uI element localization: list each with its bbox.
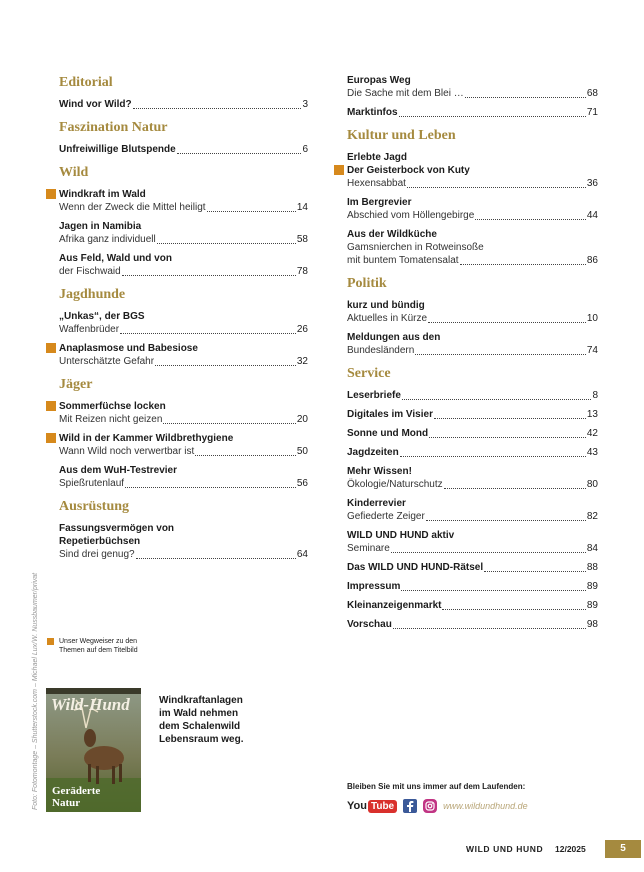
toc-page-number: 78 — [296, 266, 308, 277]
toc-page-number: 84 — [586, 543, 598, 554]
toc-entry-subtitle: der Fischwaid — [59, 266, 121, 277]
toc-right-column — [347, 74, 598, 637]
legend-marker-square — [47, 638, 54, 645]
cover-topic-marker — [46, 401, 56, 411]
toc-page-number: 10 — [586, 313, 598, 324]
toc-entry-subtitle: Aktuelles in Kürze — [347, 313, 428, 324]
dot-leader — [207, 211, 296, 212]
toc-page-number: 58 — [296, 234, 308, 245]
toc-entry[interactable] — [347, 497, 598, 523]
toc-entry-title: Aus dem WuH-Testrevier — [59, 465, 177, 476]
cover-headline-2: Natur — [52, 797, 81, 809]
toc-page-number: 32 — [296, 356, 308, 367]
youtube-icon[interactable] — [347, 800, 397, 813]
section-title-faszination-natur: Faszination Natur — [59, 120, 168, 135]
toc-entry[interactable] — [347, 74, 598, 100]
section-title-wild: Wild — [59, 165, 89, 180]
toc-page-number: 71 — [586, 107, 598, 118]
dot-leader — [122, 275, 296, 276]
toc-entry[interactable] — [347, 618, 598, 631]
dot-leader — [444, 488, 586, 489]
toc-entry-title: Europas Weg — [347, 75, 411, 86]
toc-entry[interactable] — [59, 522, 308, 561]
toc-entry-title: Leserbriefe — [347, 390, 401, 401]
toc-entry[interactable] — [59, 143, 308, 156]
cover-topic-marker — [334, 165, 344, 175]
dot-leader — [393, 628, 586, 629]
toc-entry-title: Unfreiwillige Blutspende — [59, 144, 176, 155]
toc-entry[interactable] — [59, 400, 308, 426]
toc-page-number: 74 — [586, 345, 598, 356]
toc-entry[interactable] — [347, 529, 598, 555]
toc-entry-subtitle: Wann Wild noch verwertbar ist — [59, 446, 195, 457]
toc-entry[interactable] — [347, 196, 598, 222]
magazine-cover-image[interactable] — [46, 688, 141, 812]
toc-left-column — [59, 74, 308, 567]
toc-page-number: 26 — [296, 324, 308, 335]
toc-entry-title: Mehr Wissen! — [347, 466, 412, 477]
dot-leader — [136, 558, 296, 559]
dot-leader — [400, 456, 586, 457]
youtube-logo-you: You — [347, 800, 367, 812]
section-title-jagdhunde: Jagdhunde — [59, 287, 126, 302]
toc-entry-subtitle: Abschied vom Höllengebirge — [347, 210, 475, 221]
toc-entry-title: Kleinanzeigenmarkt — [347, 600, 442, 611]
dot-leader — [428, 322, 586, 323]
toc-entry-title: WILD UND HUND aktiv — [347, 530, 455, 541]
toc-entry[interactable] — [59, 342, 308, 368]
toc-entry-title: Sommerfüchse locken — [59, 401, 166, 412]
toc-entry-title: kurz und bündig — [347, 300, 425, 311]
toc-entry[interactable] — [347, 389, 598, 402]
section-title-editorial: Editorial — [59, 75, 113, 90]
cover-caption-line-2: im Wald nehmen — [159, 708, 239, 719]
toc-entry[interactable] — [347, 561, 598, 574]
toc-entry-subtitle: Hexensabbat — [347, 178, 406, 189]
section-title-ausruestung: Ausrüstung — [59, 499, 130, 514]
dot-leader — [429, 437, 586, 438]
toc-entry[interactable] — [347, 331, 598, 357]
toc-entry-title: Kinderrevier — [347, 498, 406, 509]
dot-leader — [399, 116, 586, 117]
toc-page-number: 98 — [586, 619, 598, 630]
toc-entry-title: Erlebte Jagd — [347, 152, 408, 163]
follow-us-text: Bleiben Sie mit uns immer auf dem Laufenden: — [347, 782, 526, 791]
toc-entry[interactable] — [347, 299, 598, 325]
toc-entry-title: Das WILD UND HUND-Rätsel — [347, 562, 484, 573]
dot-leader — [415, 354, 586, 355]
dot-leader — [125, 487, 296, 488]
section-title-kultur-und-leben: Kultur und Leben — [347, 128, 456, 143]
section-title-politik: Politik — [347, 276, 387, 291]
cover-caption — [159, 694, 243, 746]
dot-leader — [163, 423, 295, 424]
toc-entry-title: „Unkas“, der BGS — [59, 311, 145, 322]
cover-topic-marker — [46, 433, 56, 443]
toc-page-number: 80 — [586, 479, 598, 490]
cover-headline-1: Geräderte — [52, 785, 101, 797]
toc-entry[interactable] — [59, 464, 308, 490]
toc-entry-title: Meldungen aus den — [347, 332, 441, 343]
toc-entry-subtitle: Mit Reizen nicht geizen — [59, 414, 163, 425]
toc-entry-subtitle: Bundesländern — [347, 345, 415, 356]
dot-leader — [195, 455, 296, 456]
dot-leader — [120, 333, 296, 334]
dot-leader — [402, 399, 592, 400]
dot-leader — [155, 365, 296, 366]
toc-page-number: 43 — [586, 447, 598, 458]
toc-page-number: 20 — [296, 414, 308, 425]
toc-page-number: 89 — [586, 600, 598, 611]
toc-entry-title: Vorschau — [347, 619, 392, 630]
cover-caption-line-1: Windkraftanlagen — [159, 695, 243, 706]
photo-credit — [32, 572, 44, 810]
dot-leader — [442, 609, 585, 610]
toc-page-number: 6 — [302, 144, 308, 155]
toc-page-number: 82 — [586, 511, 598, 522]
toc-entry[interactable] — [347, 106, 598, 119]
toc-entry-title: Wind vor Wild? — [59, 99, 132, 110]
toc-entry-subtitle: Gamsnierchen in Rotweinsoße — [347, 242, 484, 253]
dot-leader — [401, 590, 586, 591]
toc-entry-title: Repetierbüchsen — [59, 536, 141, 547]
dot-leader — [157, 243, 296, 244]
toc-entry[interactable] — [59, 432, 308, 458]
legend-text-line-2: Themen auf dem Titelbild — [59, 647, 138, 654]
dot-leader — [484, 571, 586, 572]
toc-page-number: 50 — [296, 446, 308, 457]
toc-entry[interactable] — [347, 408, 598, 421]
footer-issue: 12/2025 — [555, 844, 586, 854]
toc-entry-title: Aus der Wildküche — [347, 229, 437, 240]
toc-entry-title: Fassungsvermögen von — [59, 523, 175, 534]
toc-page-number: 44 — [586, 210, 598, 221]
toc-entry[interactable] — [347, 228, 598, 267]
toc-page-number: 14 — [296, 202, 308, 213]
toc-entry[interactable] — [59, 220, 308, 246]
dot-leader — [460, 264, 586, 265]
topic-legend — [47, 637, 138, 655]
toc-entry[interactable] — [59, 310, 308, 336]
toc-entry-title: Wild in der Kammer Wildbrethygiene — [59, 433, 234, 444]
cover-caption-line-3: dem Schalenwild — [159, 721, 241, 732]
toc-page-number: 3 — [302, 99, 308, 110]
toc-page-number: 13 — [586, 409, 598, 420]
youtube-logo-tube: Tube — [368, 800, 397, 813]
toc-entry-title: Jagdzeiten — [347, 447, 399, 458]
cover-topic-marker — [46, 189, 56, 199]
toc-page-number: 8 — [592, 390, 598, 401]
toc-entry-subtitle: mit buntem Tomatensalat — [347, 255, 459, 266]
toc-page-number: 64 — [296, 549, 308, 560]
toc-page-number: 88 — [586, 562, 598, 573]
toc-entry-subtitle: Wenn der Zweck die Mittel heiligt — [59, 202, 206, 213]
facebook-icon[interactable] — [403, 799, 417, 813]
toc-entry-title: Aus Feld, Wald und von — [59, 253, 172, 264]
toc-entry-title: Windkraft im Wald — [59, 189, 146, 200]
toc-entry-title: Der Geisterbock von Kuty — [347, 165, 470, 176]
legend-text-line-1: Unser Wegweiser zu den — [59, 638, 138, 645]
toc-entry-subtitle: Gefiederte Zeiger — [347, 511, 425, 522]
toc-entry-title: Sonne und Mond — [347, 428, 429, 439]
toc-entry-subtitle: Seminare — [347, 543, 390, 554]
dot-leader — [407, 187, 586, 188]
toc-entry[interactable] — [59, 252, 308, 278]
toc-page-number: 42 — [586, 428, 598, 439]
toc-page-number: 68 — [586, 88, 598, 99]
dot-leader — [177, 153, 302, 154]
cover-topic-marker — [46, 343, 56, 353]
toc-page-number: 36 — [586, 178, 598, 189]
section-title-service: Service — [347, 366, 391, 381]
toc-entry[interactable] — [347, 446, 598, 459]
toc-entry-subtitle: Spießrutenlauf — [59, 478, 125, 489]
toc-entry-title: Marktinfos — [347, 107, 398, 118]
toc-entry-title: Digitales im Visier — [347, 409, 433, 420]
dot-leader — [465, 97, 586, 98]
cover-masthead: Wild-Hund — [51, 695, 130, 714]
website-link[interactable]: www.wildundhund.de — [443, 801, 528, 811]
footer-page-number: 5 — [605, 840, 641, 858]
toc-entry[interactable] — [347, 580, 598, 593]
toc-entry-title: Anaplasmose und Babesiose — [59, 343, 198, 354]
toc-entry-subtitle: Sind drei genug? — [59, 549, 135, 560]
footer-magazine-name: WILD UND HUND — [466, 844, 544, 854]
dot-leader — [426, 520, 586, 521]
toc-entry[interactable] — [347, 151, 598, 190]
instagram-icon[interactable] — [423, 799, 437, 813]
toc-entry-subtitle: Ökologie/Naturschutz — [347, 479, 443, 490]
toc-entry-title: Im Bergrevier — [347, 197, 412, 208]
toc-entry-subtitle: Waffenbrüder — [59, 324, 120, 335]
toc-page-number: 89 — [586, 581, 598, 592]
toc-page-number: 86 — [586, 255, 598, 266]
dot-leader — [434, 418, 586, 419]
dot-leader — [391, 552, 586, 553]
social-links — [347, 797, 528, 815]
toc-entry[interactable] — [59, 98, 308, 111]
toc-entry-subtitle: Unterschätzte Gefahr — [59, 356, 155, 367]
toc-entry[interactable] — [347, 599, 598, 612]
toc-entry-title: Impressum — [347, 581, 401, 592]
section-title-jaeger: Jäger — [59, 377, 93, 392]
toc-entry-title: Jagen in Namibia — [59, 221, 142, 232]
toc-page-number: 56 — [296, 478, 308, 489]
toc-entry[interactable] — [347, 465, 598, 491]
cover-caption-line-4: Lebensraum weg. — [159, 734, 244, 745]
toc-entry-subtitle: Afrika ganz individuell — [59, 234, 156, 245]
toc-entry[interactable] — [347, 427, 598, 440]
photo-credit-text: Foto: Fotomontage – Shutterstock.com – Michael Lux/W. Nussbaumer/privat — [32, 572, 39, 810]
toc-entry-subtitle: Die Sache mit dem Blei … — [347, 88, 464, 99]
dot-leader — [133, 108, 302, 109]
toc-entry[interactable] — [59, 188, 308, 214]
dot-leader — [475, 219, 586, 220]
